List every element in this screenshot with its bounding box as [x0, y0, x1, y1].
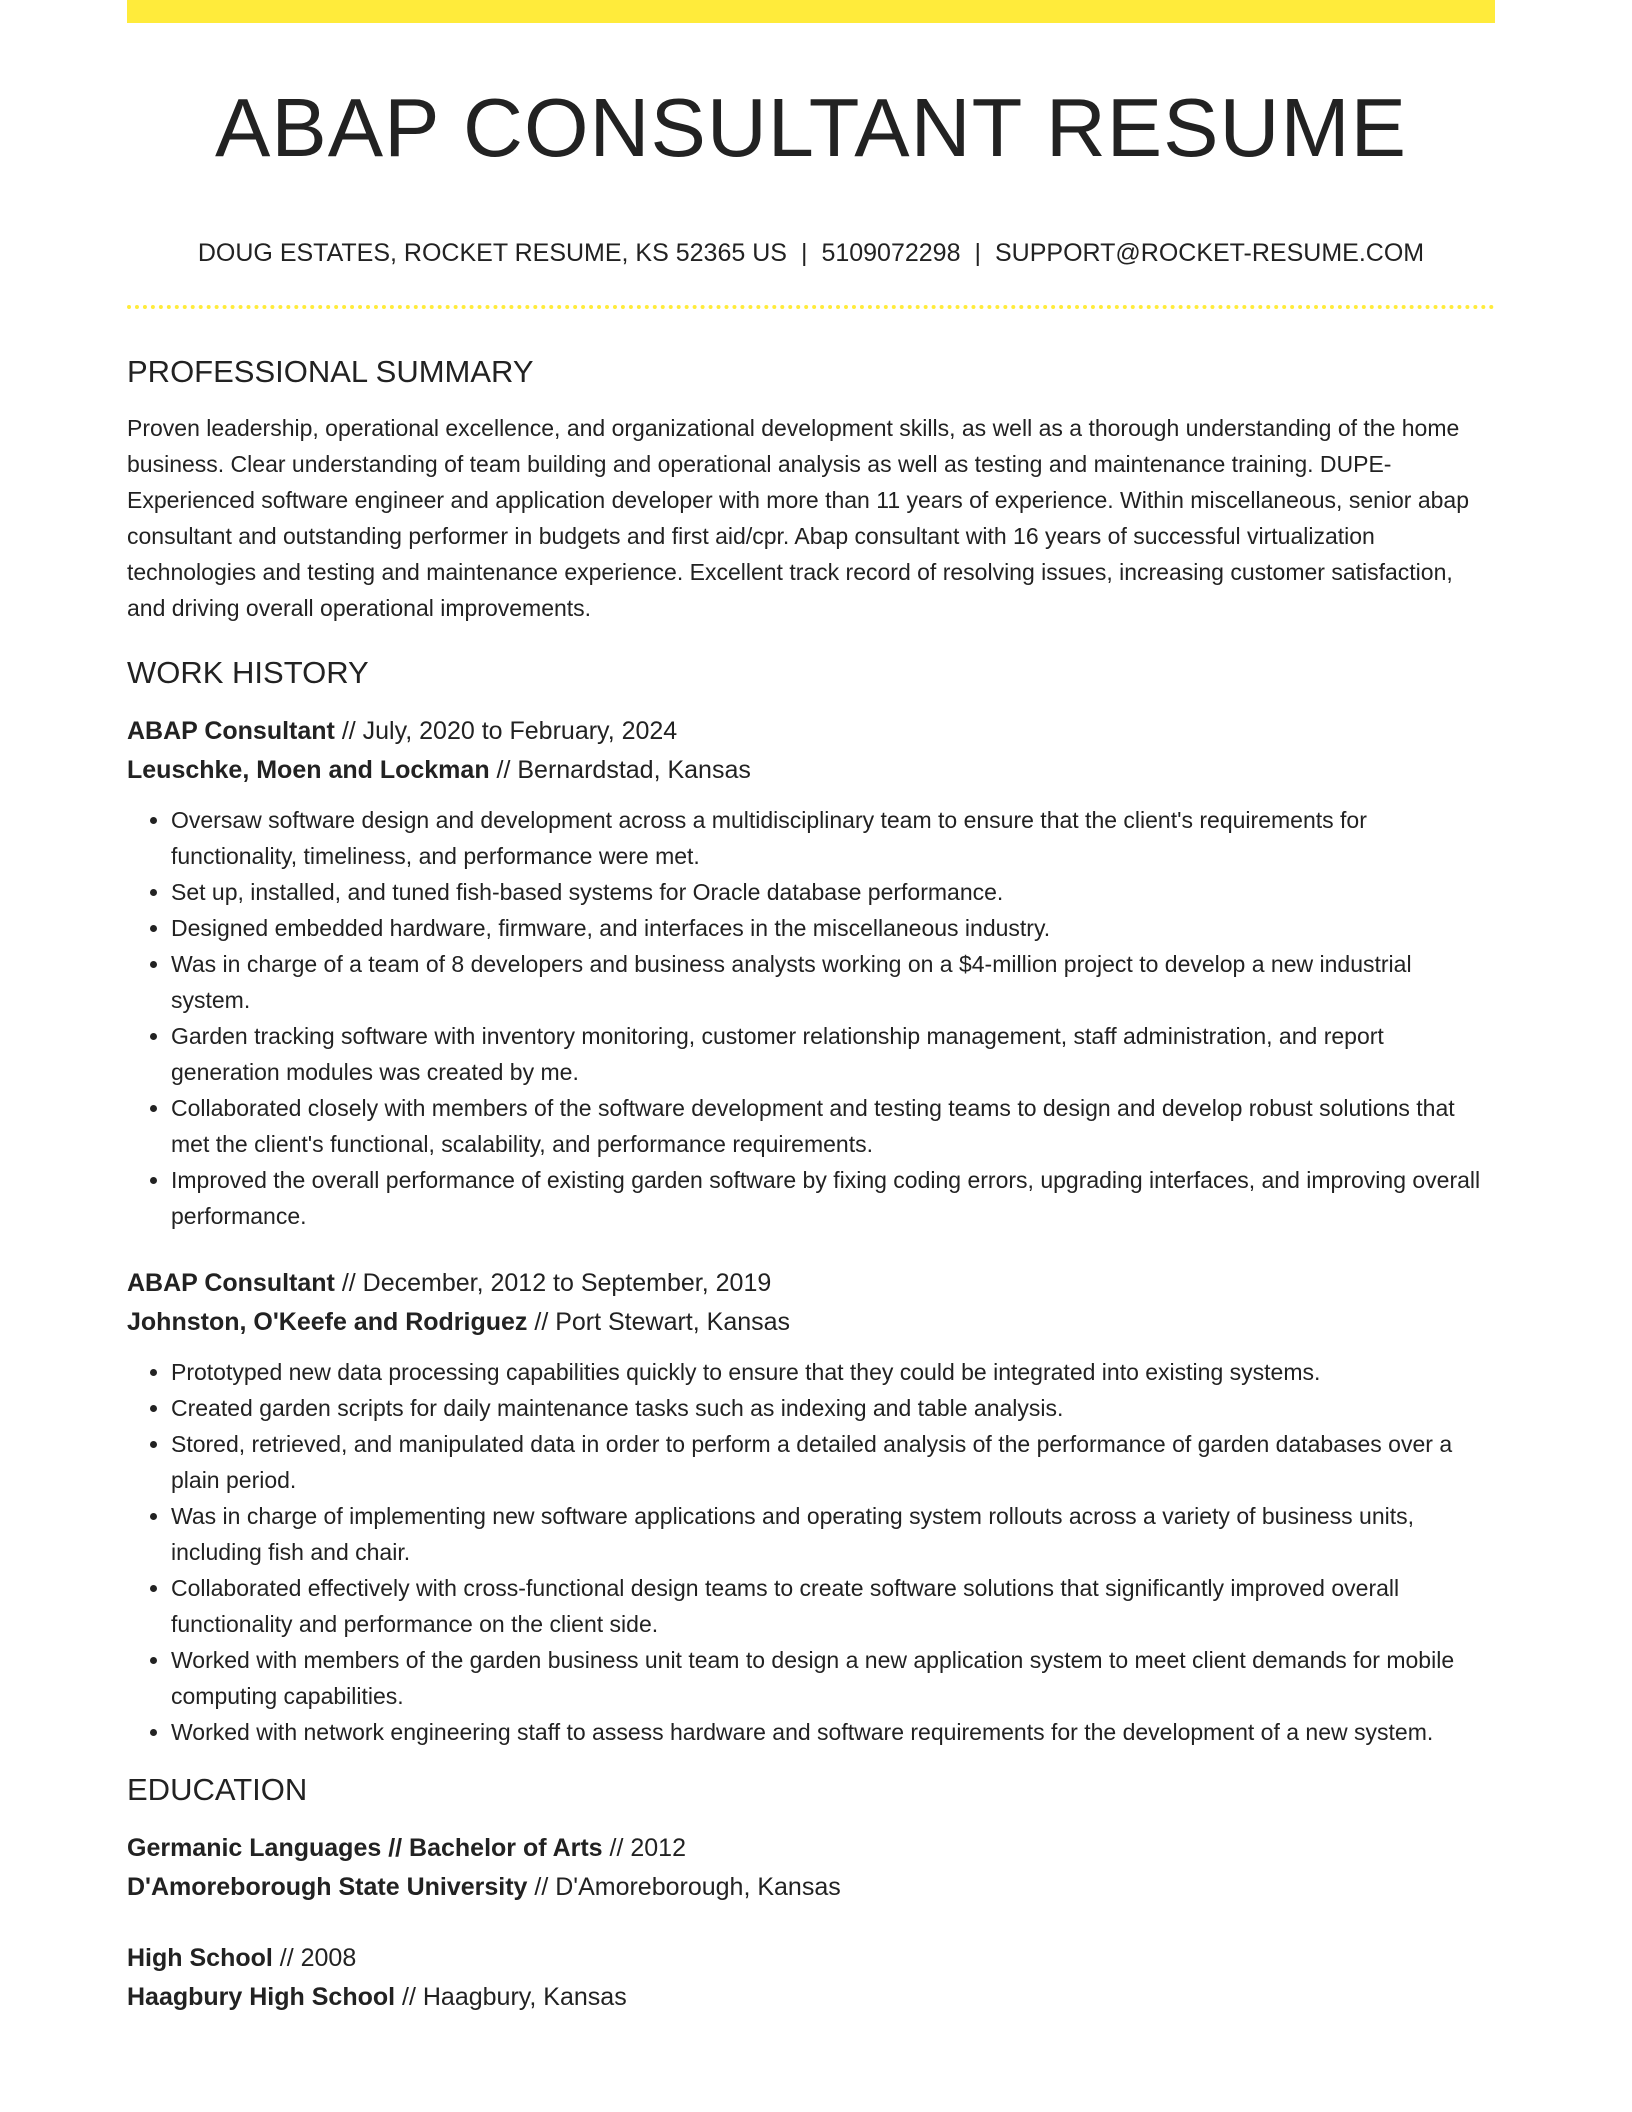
- contact-separator: |: [800, 239, 808, 267]
- education-school-line: [127, 1978, 1495, 2017]
- resume-title: ABAP CONSULTANT RESUME: [215, 81, 1407, 174]
- summary-text: Proven leadership, operational excellence, and organizational development skills, as well as a thorough understanding of the home business. Clear understanding of team building and operational analysis as well as testing and maintenance training. DUPE- Experienced software engineer and application developer with more than 11 years of experience. Within miscellaneous, senior abap consultant and outstanding performer in budgets and first aid/cpr. Abap consultant with 16 years of successful virtualization technologies and testing and maintenance experience. Excellent track record of resolving issues, increasing customer satisfaction, and driving overall operational improvements.: [127, 415, 1470, 621]
- resume-content: [127, 352, 1495, 2017]
- job-bullet: • Collaborated closely with members of the software development and testing teams to design and develop robust solutions that met the client's functional, scalability, and performance requirements.: [171, 1090, 1495, 1162]
- education-location: // D'Amoreborough, Kansas: [527, 1873, 841, 1901]
- job-bullet: • Oversaw software design and development across a multidisciplinary team to ensure that the client's requirements for functionality, timeliness, and performance were met.: [171, 802, 1495, 874]
- education-heading: EDUCATION: [127, 1772, 308, 1807]
- education-location: // Haagbury, Kansas: [395, 1983, 627, 2011]
- job-title-line: [127, 1264, 1495, 1303]
- job-company: Johnston, O'Keefe and Rodriguez: [127, 1308, 528, 1336]
- job-bullet: • Set up, installed, and tuned fish-based systems for Oracle database performance.: [171, 874, 1495, 910]
- education-year: // 2008: [272, 1944, 357, 1972]
- work-history-heading: WORK HISTORY: [127, 655, 369, 690]
- job-dates: // July, 2020 to February, 2024: [334, 717, 678, 745]
- education-school: Haagbury High School: [127, 1983, 396, 2011]
- contact-line: [127, 237, 1495, 269]
- education-degree-line: [127, 1939, 1495, 1978]
- job-company-line: [127, 751, 1495, 790]
- job-company: Leuschke, Moen and Lockman: [127, 756, 490, 784]
- job-location: // Port Stewart, Kansas: [527, 1308, 791, 1336]
- education-school: D'Amoreborough State University: [127, 1873, 528, 1901]
- education-year: // 2012: [602, 1834, 686, 1862]
- job-bullet: • Collaborated effectively with cross-functional design teams to create software solutions that significantly improved overall functionality and performance on the client side.: [171, 1570, 1495, 1642]
- education-school-line: [127, 1868, 1495, 1907]
- education-entry: [127, 1829, 1495, 1907]
- contact-phone: 5109072298: [821, 239, 961, 267]
- job-bullet-list: [127, 1354, 1495, 1750]
- job-bullet: • Was in charge of implementing new software applications and operating system rollouts across a variety of business units, including fish and chair.: [171, 1498, 1495, 1570]
- dotted-divider: [127, 305, 1495, 309]
- job-bullet: • Worked with network engineering staff to assess hardware and software requirements for the development of a new system.: [171, 1714, 1495, 1750]
- job-entry: [127, 1264, 1495, 1750]
- job-bullet: • Prototyped new data processing capabilities quickly to ensure that they could be integrated into existing systems.: [171, 1354, 1495, 1390]
- job-bullet: • Improved the overall performance of existing garden software by fixing coding errors, upgrading interfaces, and improving overall performance.: [171, 1162, 1495, 1234]
- job-title: ABAP Consultant: [127, 717, 335, 745]
- summary-heading: PROFESSIONAL SUMMARY: [127, 354, 534, 389]
- contact-address: DOUG ESTATES, ROCKET RESUME, KS 52365 US: [197, 239, 787, 267]
- education-degree: High School: [127, 1944, 273, 1972]
- job-bullet: • Was in charge of a team of 8 developers and business analysts working on a $4-million project to develop a new industrial system.: [171, 946, 1495, 1018]
- job-bullet: • Designed embedded hardware, firmware, and interfaces in the miscellaneous industry.: [171, 910, 1495, 946]
- job-location: // Bernardstad, Kansas: [489, 756, 751, 784]
- job-title-line: [127, 712, 1495, 751]
- contact-email: SUPPORT@ROCKET-RESUME.COM: [994, 239, 1425, 267]
- job-bullet: • Garden tracking software with inventory monitoring, customer relationship management, staff administration, and report generation modules was created by me.: [171, 1018, 1495, 1090]
- job-bullet: • Worked with members of the garden business unit team to design a new application system to meet client demands for mobile computing capabilities.: [171, 1642, 1495, 1714]
- education-degree: Germanic Languages // Bachelor of Arts: [127, 1834, 603, 1862]
- job-dates: // December, 2012 to September, 2019: [334, 1269, 772, 1297]
- job-company-line: [127, 1303, 1495, 1342]
- top-accent-bar: [127, 0, 1495, 23]
- education-entry: [127, 1939, 1495, 2017]
- job-title: ABAP Consultant: [127, 1269, 335, 1297]
- job-bullet: • Created garden scripts for daily maintenance tasks such as indexing and table analysis.: [171, 1390, 1495, 1426]
- job-entry: [127, 712, 1495, 1234]
- job-bullet-list: [127, 802, 1495, 1234]
- contact-separator: |: [974, 239, 981, 267]
- education-degree-line: [127, 1829, 1495, 1868]
- job-bullet: • Stored, retrieved, and manipulated data in order to perform a detailed analysis of the performance of garden databases over a plain period.: [171, 1426, 1495, 1498]
